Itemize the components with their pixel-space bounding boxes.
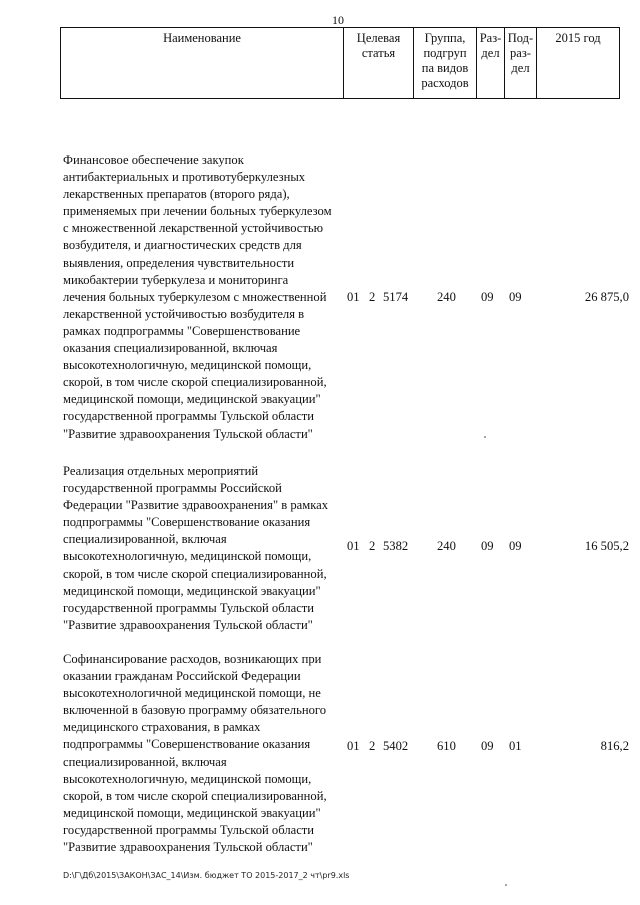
row-subsection: 09 xyxy=(509,539,522,553)
header-group-cell xyxy=(414,28,477,98)
header-name: Наименование xyxy=(163,31,241,45)
header-section-cell xyxy=(477,28,505,98)
header-name-cell xyxy=(61,28,344,98)
row-amount: 16 505,2 xyxy=(584,539,629,553)
row-article: 5174 xyxy=(383,290,409,304)
row-subprogram: 2 xyxy=(369,739,376,753)
header-group: Группа, подгруп па видов расходов xyxy=(421,31,469,90)
row-program: 01 xyxy=(347,539,360,553)
scan-speck xyxy=(505,884,507,886)
header-subsection: Под- раз- дел xyxy=(507,31,534,75)
row-group: 240 xyxy=(437,290,456,304)
page-number: 10 xyxy=(332,13,344,27)
row-amount: 816,2 xyxy=(600,739,629,753)
header-year: 2015 год xyxy=(555,31,601,45)
row-amount: 26 875,0 xyxy=(584,290,629,304)
row-section: 09 xyxy=(481,290,494,304)
row-name: Софинансирование расходов, возникающих при оказании гражданам Российской Федерации высокотехнологичной медицинской помощи, не включенной в базовую программу обязательного медицинского страхования, в рамках подпрограммы "Совершенствование оказания специализированной, включая высокотехнологичную, медицинской помощи, скорой, в том числе скорой специализированной, медицинской помощи, медицинской эвакуации" государственной программы Тульской области "Развитие здравоохранения Тульской области" xyxy=(63,652,327,855)
row-program: 01 xyxy=(347,739,360,753)
row-subprogram: 2 xyxy=(369,539,376,553)
row-section: 09 xyxy=(481,739,494,753)
row-section: 09 xyxy=(481,539,494,553)
header-target-cell xyxy=(344,28,414,98)
header-year-cell xyxy=(537,28,619,98)
row-name: Реализация отдельных мероприятий государственной программы Российской Федерации "Развитие здравоохранения" в рамках подпрограммы "Совершенствование оказания специализированной, включая высокотехнологичную, медицинской помощи, скорой, в том числе скорой специализированной, медицинской помощи, медицинской эвакуации" государственной программы Тульской области "Развитие здравоохранения Тульской области" xyxy=(63,464,329,632)
row-name: Финансовое обеспечение закупок антибактериальных и противотуберкулезных лекарственных препаратов (второго ряда), применяемых при лечении больных туберкулезом с множественной лекарственной устойчивостью возбудителя, и диагностических средств для выявления, определения чувствительности микобактерии туберкулеза и мониторинга лечения больных туберкулезом с множественной лекарственной устойчивостью возбудителя в рамках подпрограммы "Совершенствование оказания специализированной, включая высокотехнологичную, медицинской помощи, скорой, в том числе скорой специализированной, медицинской помощи, медицинской эвакуации" государственной программы Тульской области "Развитие здравоохранения Тульской области" xyxy=(63,153,332,441)
scan-speck xyxy=(484,436,486,438)
row-group: 240 xyxy=(437,539,456,553)
row-article: 5402 xyxy=(383,739,409,753)
row-program: 01 xyxy=(347,290,360,304)
header-section: Раз- дел xyxy=(479,31,502,60)
row-article: 5382 xyxy=(383,539,409,553)
table-header xyxy=(60,27,620,99)
row-subsection: 09 xyxy=(509,290,522,304)
row-group: 610 xyxy=(437,739,456,753)
footer-file-path: D:\Г\Дб\2015\ЗАКОН\ЗАС_14\Изм. бюджет ТО 2015-2017_2 чт\pr9.xls xyxy=(63,871,350,880)
header-target: Целевая статья xyxy=(356,31,401,60)
header-subsection-cell xyxy=(505,28,537,98)
row-subprogram: 2 xyxy=(369,290,376,304)
row-subsection: 01 xyxy=(509,739,522,753)
